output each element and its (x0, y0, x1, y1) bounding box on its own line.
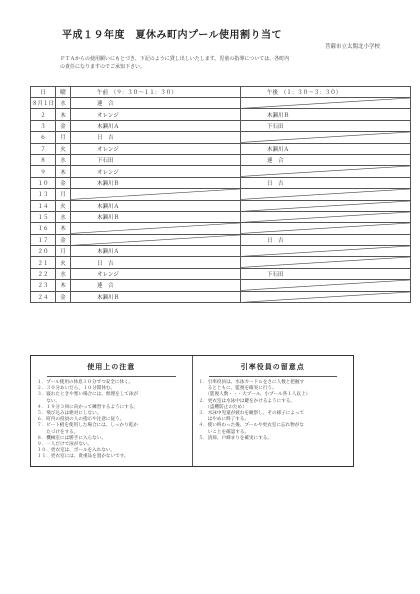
row-dow: 火 (56, 200, 71, 211)
row-dow: 木 (56, 166, 71, 177)
header-date: 日 (31, 87, 56, 98)
usage-notes-divider (47, 376, 176, 377)
row-date: ６ (31, 132, 56, 143)
header-pm: 午後 （１：３０〜３：３０） (241, 87, 411, 98)
row-pm-group (241, 280, 411, 291)
row-date: １７ (31, 234, 56, 245)
schedule-row (31, 200, 411, 211)
escort-notes (192, 356, 354, 466)
row-am-group: 木瀬川Ａ (71, 120, 241, 131)
row-dow: 金 (56, 120, 71, 131)
row-pm-group (241, 211, 411, 222)
usage-notes-list (37, 380, 186, 461)
schedule-row (31, 211, 411, 222)
row-dow: 水 (56, 154, 71, 165)
row-date: ２０ (31, 246, 56, 257)
row-pm-group: 下石田 (241, 120, 411, 131)
schedule-row (31, 143, 411, 154)
empty-slot-slash (241, 246, 410, 256)
row-dow: 木 (56, 109, 71, 120)
row-pm-group (241, 257, 411, 268)
notice-line-1: ＰＴＡからの使用願いにもとづき、下記のように貸し出しいたします。児童の指導については、各町内 (60, 56, 290, 62)
schedule-row (31, 268, 411, 279)
usage-note-item: ８．機械室には勝手に入らない。 (37, 435, 106, 441)
escort-note-item: ２．更衣室は水泳中は鍵をかけるようにする。 (198, 398, 295, 404)
empty-slot-slash (71, 189, 240, 199)
notes-box (30, 355, 354, 467)
row-am-group: 木瀬川Ｂ (71, 291, 241, 302)
row-date: １５ (31, 211, 56, 222)
row-pm-group: 下石田 (241, 268, 411, 279)
schedule-row (31, 154, 411, 165)
usage-note-item: ２．３０分あいだら、１０分間休む。 (37, 386, 116, 392)
schedule-row (31, 166, 411, 177)
escort-notes-list (199, 380, 348, 442)
row-dow: 水 (56, 98, 71, 109)
header-am: 午前 （９：３０〜１１：３０） (71, 87, 241, 98)
row-am-group (71, 223, 241, 234)
row-date: ７ (31, 143, 56, 154)
row-am-group (71, 234, 241, 245)
row-am-group: 下石田 (71, 154, 241, 165)
schedule-row (31, 189, 411, 200)
header-dow: 曜 (56, 87, 71, 98)
row-am-group: 木瀬川Ｂ (71, 211, 241, 222)
usage-note-item: ４．１９分３回に向かって練習するようにする。 (37, 404, 139, 410)
usage-note-item: ５．飛び込みは絶対にしない。 (37, 411, 102, 417)
escort-note-item: るとともに、監視を確実に行う。 (198, 386, 277, 392)
usage-note-item: ６．町内の役員の人の指示や注意に従う。 (37, 417, 125, 423)
row-am-group: 連 合 (71, 280, 241, 291)
row-am-group: 木瀬川Ａ (71, 246, 241, 257)
escort-note-item: １．引率役員は、水泳カード６をさに人数と把握す (198, 380, 305, 385)
page-title: 平成１９年度 夏休み町内プール使用割り当て (62, 30, 282, 41)
schedule-row (31, 120, 411, 131)
row-pm-group (241, 166, 411, 177)
escort-notes-title: 引率役員の留意点 (240, 363, 305, 371)
row-am-group: オレンジ (71, 143, 241, 154)
schedule-row (31, 291, 411, 302)
row-dow: 月 (56, 132, 71, 143)
empty-slot-slash (241, 132, 410, 142)
row-dow: 月 (56, 189, 71, 200)
row-dow: 火 (56, 257, 71, 268)
escort-note-item: はやめに終了する。 (198, 417, 250, 423)
schedule-row (31, 234, 411, 245)
empty-slot-slash (71, 235, 240, 245)
row-pm-group (241, 291, 411, 302)
row-date: ２３ (31, 280, 56, 291)
row-am-group (71, 189, 241, 200)
row-dow: 金 (56, 291, 71, 302)
schedule-row (31, 98, 411, 109)
usage-note-item: １．プール使用の休息１０分ずつ安全に休く。 (37, 380, 134, 385)
row-dow: 月 (56, 246, 71, 257)
row-am-group: 木瀬川Ａ (71, 200, 241, 211)
row-date: ２４ (31, 291, 56, 302)
empty-slot-slash (241, 280, 410, 290)
usage-notes (31, 356, 192, 466)
usage-note-item: たづけをする。 (37, 429, 79, 435)
usage-note-item: ７．ビート板を使用した場合には、しっかり乾か (37, 423, 138, 429)
schedule-row (31, 257, 411, 268)
usage-note-item: ９．一人だけで泳がない。 (37, 442, 93, 448)
notice-line-2: の責任になりますのでご承知下さい。 (60, 63, 146, 70)
row-dow: 木 (56, 223, 71, 234)
row-date: ２ (31, 109, 56, 120)
row-am-group: 木瀬川Ｂ (71, 177, 241, 188)
row-date: ９ (31, 166, 56, 177)
row-am-group: オレンジ (71, 268, 241, 279)
empty-slot-slash (241, 166, 410, 176)
row-date: １０ (31, 177, 56, 188)
row-pm-group (241, 98, 411, 109)
row-date: ２２ (31, 268, 56, 279)
row-dow: 火 (56, 143, 71, 154)
schedule-row (31, 246, 411, 257)
escort-note-item: ３．水泳中児童が疲れを観察し、その様子によって (198, 411, 305, 417)
row-pm-group (241, 223, 411, 234)
row-date: １３ (31, 189, 56, 200)
school-name: 菩薩市立太閤北小学校 (324, 44, 380, 50)
schedule-header-row (31, 87, 411, 98)
row-pm-group: 日 吉 (241, 234, 411, 245)
usage-note-item: ない。 (37, 398, 60, 404)
escort-note-item: いことを確認する。 (198, 429, 250, 435)
usage-notes-title: 使用上の注意 (87, 363, 136, 371)
row-date: １４ (31, 200, 56, 211)
empty-slot-slash (241, 201, 410, 211)
usage-note-item: １１．更衣室には、貴重品を置かないです。 (37, 454, 129, 460)
row-pm-group: 連 合 (241, 154, 411, 165)
schedule-row (31, 177, 411, 188)
row-am-group: 連 合 (71, 98, 241, 109)
row-pm-group (241, 132, 411, 143)
row-pm-group (241, 189, 411, 200)
schedule-row (31, 132, 411, 143)
schedule-body (31, 98, 411, 303)
row-am-group: オレンジ (71, 109, 241, 120)
empty-slot-slash (241, 212, 410, 222)
schedule-row (31, 223, 411, 234)
row-am-group: オレンジ (71, 166, 241, 177)
row-dow: 金 (56, 234, 71, 245)
row-date: ８月１日 (31, 98, 56, 109)
schedule-row (31, 109, 411, 120)
row-pm-group: 日 吉 (241, 177, 411, 188)
row-pm-group: 木瀬川Ａ (241, 143, 411, 154)
row-pm-group: 木瀬川Ｂ (241, 109, 411, 120)
escort-notes-divider (209, 376, 338, 377)
empty-slot-slash (241, 98, 410, 108)
row-date: １６ (31, 223, 56, 234)
row-date: ２１ (31, 257, 56, 268)
empty-slot-slash (71, 223, 240, 233)
escort-note-item: ４．使い終わった後、プールや更衣室に忘れ物がな (198, 423, 304, 429)
row-pm-group (241, 246, 411, 257)
row-date: ８ (31, 154, 56, 165)
usage-note-item: １０．更衣室は、ボールを入れない。 (37, 448, 116, 454)
escort-note-item: ５．清掃、戸締まりを確実にする。 (198, 435, 273, 441)
empty-slot-slash (241, 189, 410, 199)
row-dow: 水 (56, 268, 71, 279)
schedule-table (30, 86, 411, 303)
escort-note-item: （盗難防止のため） (198, 404, 247, 410)
row-date: ３ (31, 120, 56, 131)
row-am-group: 日 吉 (71, 132, 241, 143)
row-dow: 木 (56, 280, 71, 291)
empty-slot-slash (241, 292, 410, 302)
escort-note-item: （監視人数・・・大プール、小プール各１人以上） (198, 392, 311, 398)
row-pm-group (241, 200, 411, 211)
row-dow: 金 (56, 177, 71, 188)
notice-text (60, 56, 360, 71)
row-dow: 水 (56, 211, 71, 222)
usage-note-item: ３．寝れたときや寒い場合には、無理をして泳が (37, 392, 139, 398)
schedule-row (31, 280, 411, 291)
empty-slot-slash (241, 223, 410, 233)
row-am-group: 日 吉 (71, 257, 241, 268)
empty-slot-slash (241, 257, 410, 267)
